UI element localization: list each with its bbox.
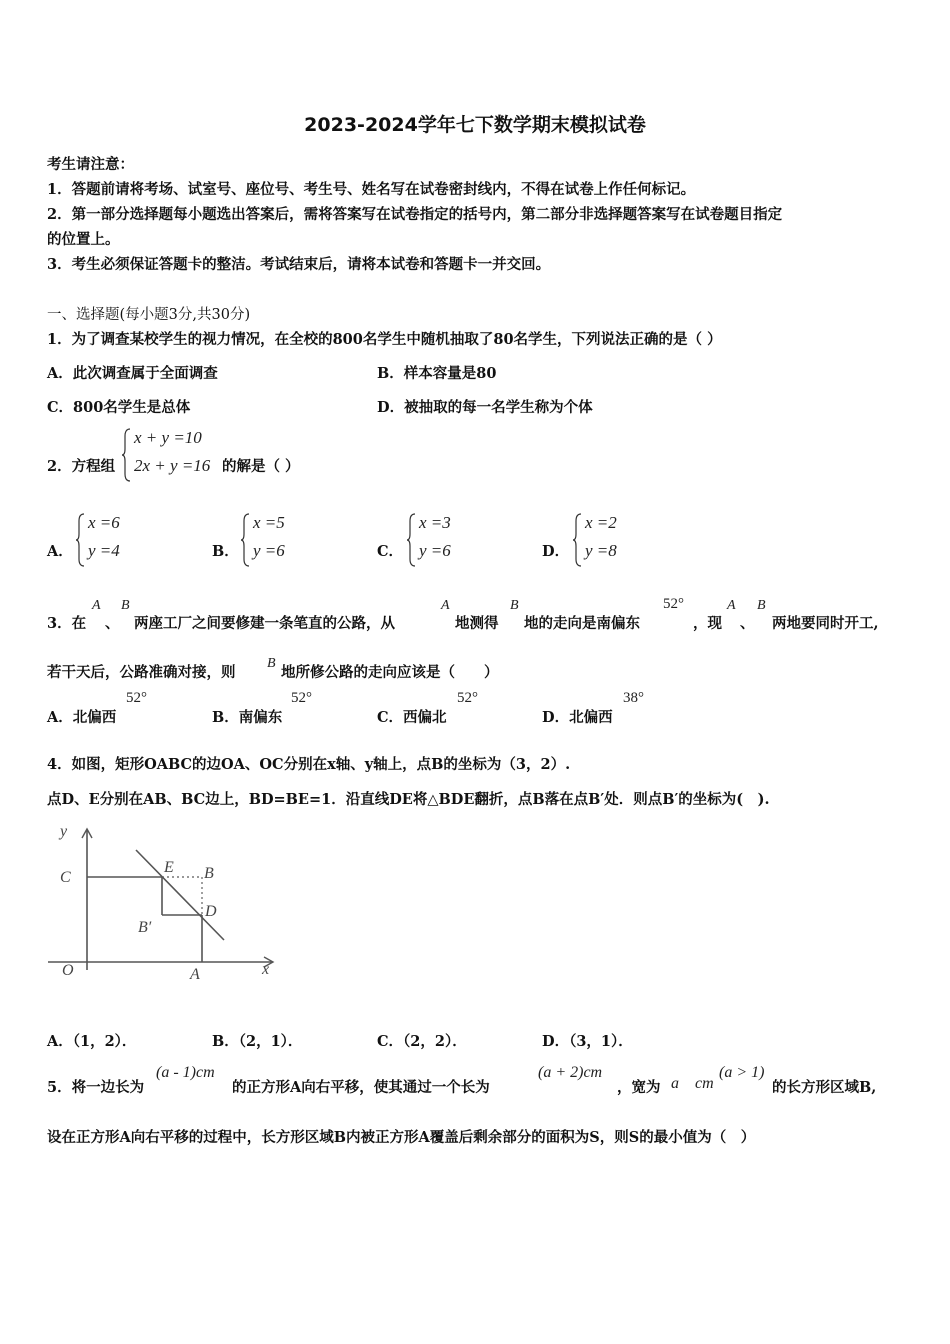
q1-option-a: A．此次调查属于全面调查 bbox=[47, 365, 218, 382]
q3-var-a2: A bbox=[441, 598, 450, 613]
q5-line-2: 设在正方形A向右平移的过程中，长方形区域B内被正方形A覆盖后剩余部分的面积为S，则S的最小值为（ ） bbox=[47, 1129, 756, 1146]
notice-item-2: 2．第一部分选择题每小题选出答案后，需将答案写在试卷指定的括号内，第二部分非选择题答案写在试卷题目指定 bbox=[47, 206, 783, 223]
q2-option-a-x: x =6 bbox=[88, 513, 120, 532]
notice-heading: 考生请注意： bbox=[47, 156, 134, 173]
q2-option-b-y: y =6 bbox=[253, 541, 285, 560]
brace-icon bbox=[122, 428, 132, 482]
q3-part-2: 两座工厂之间要修建一条笔直的公路，从 bbox=[134, 615, 395, 632]
q3-var-a: A bbox=[92, 598, 101, 613]
q3-option-a: A．北偏西 bbox=[47, 709, 117, 726]
q5-expr-1: (a - 1)cm bbox=[156, 1064, 215, 1081]
q1-option-c: C．800名学生是总体 bbox=[47, 399, 191, 416]
q3-part-5: ，现 bbox=[693, 615, 722, 632]
q2-option-c-label: C． bbox=[377, 543, 404, 560]
q3-option-d-degree: 38° bbox=[623, 690, 644, 706]
q2-option-a-y: y =4 bbox=[88, 541, 120, 560]
q4-option-a: A．（1，2）． bbox=[47, 1033, 137, 1050]
notice-item-1: 1．答题前请将考场、试室号、座位号、考生号、姓名写在试卷密封线内，不得在试卷上作任何标记。 bbox=[47, 181, 696, 198]
q3-option-c-degree: 52° bbox=[457, 690, 478, 706]
label-x: x bbox=[262, 961, 270, 978]
q3-var-b2: B bbox=[510, 598, 519, 613]
q2-option-c-y: y =6 bbox=[419, 541, 451, 560]
q2-eq1: x + y =10 bbox=[134, 428, 202, 447]
q2-option-c-x: x =3 bbox=[419, 513, 451, 532]
q3-var-a3: A bbox=[727, 598, 736, 613]
q3-option-d: D．北偏西 bbox=[542, 709, 613, 726]
brace-icon bbox=[407, 513, 417, 567]
brace-icon bbox=[241, 513, 251, 567]
label-d: D bbox=[205, 903, 217, 920]
q4-figure bbox=[40, 820, 290, 990]
q1-option-d: D．被抽取的每一名学生称为个体 bbox=[377, 399, 593, 416]
page-title: 2023-2024学年七下数学期末模拟试卷 bbox=[304, 114, 646, 136]
label-y: y bbox=[60, 823, 68, 840]
q3-option-c: C．西偏北 bbox=[377, 709, 447, 726]
label-c: C bbox=[60, 869, 71, 886]
q3-part-3: 地测得 bbox=[455, 615, 499, 632]
q2-eq2: 2x + y =16 bbox=[134, 456, 211, 475]
q3-var-b: B bbox=[121, 598, 130, 613]
label-b: B bbox=[204, 865, 214, 882]
q3-option-a-degree: 52° bbox=[126, 690, 147, 706]
q3-sep-2: 、 bbox=[740, 615, 755, 632]
q3-degree: 52° bbox=[663, 596, 684, 612]
q5-part-2: 的正方形A向右平移，使其通过一个长为 bbox=[232, 1079, 490, 1096]
q2-option-d-label: D． bbox=[542, 543, 570, 560]
q5-expr-4: (a > 1) bbox=[719, 1064, 765, 1081]
label-e: E bbox=[164, 859, 174, 876]
q3-part-4: 地的走向是南偏东 bbox=[524, 615, 640, 632]
q2-option-d-y: y =8 bbox=[585, 541, 617, 560]
q3-option-b: B．南偏东 bbox=[212, 709, 283, 726]
q2-suffix: 的解是（ ） bbox=[222, 458, 300, 475]
q3-part-1: 3．在 bbox=[47, 615, 87, 632]
q2-option-d-x: x =2 bbox=[585, 513, 617, 532]
q2-option-b-label: B． bbox=[212, 543, 239, 560]
brace-icon bbox=[573, 513, 583, 567]
q3-part-6: 两地要同时开工, bbox=[772, 615, 879, 632]
q3-line2-b: 地所修公路的走向应该是（ ） bbox=[281, 664, 499, 681]
notice-item-3: 3．考生必须保证答题卡的整洁。考试结束后，请将本试卷和答题卡一并交回。 bbox=[47, 256, 551, 273]
q1-stem: 1．为了调查某校学生的视力情况，在全校的800名学生中随机抽取了80名学生，下列说法正确的是（ ） bbox=[47, 331, 722, 348]
label-b-prime: B′ bbox=[138, 919, 152, 936]
q2-option-b-x: x =5 bbox=[253, 513, 285, 532]
q5-part-4: 的长方形区域B, bbox=[772, 1079, 877, 1096]
q3-option-b-degree: 52° bbox=[291, 690, 312, 706]
q4-option-d: D．（3，1）． bbox=[542, 1033, 633, 1050]
section-heading: 一、选择题(每小题3分,共30分) bbox=[47, 307, 251, 323]
q5-part-3: ，宽为 bbox=[617, 1079, 661, 1096]
q4-option-b: B．（2，1）． bbox=[212, 1033, 303, 1050]
q3-sep-1: 、 bbox=[105, 615, 120, 632]
notice-item-2-cont: 的位置上。 bbox=[47, 231, 120, 248]
q5-expr-3: a cm bbox=[671, 1075, 714, 1092]
q4-line-2: 点D、E分别在AB、BC边上，BD=BE=1．沿直线DE将△BDE翻折，点B落在点B′处．则点B′的坐标为( ). bbox=[47, 791, 770, 808]
label-o: O bbox=[62, 962, 74, 979]
q5-part-1: 5．将一边长为 bbox=[47, 1079, 145, 1096]
q2-prefix: 2．方程组 bbox=[47, 458, 116, 475]
q3-var-b4: B bbox=[267, 656, 276, 671]
q3-var-b3: B bbox=[757, 598, 766, 613]
q2-option-a-label: A． bbox=[47, 543, 73, 560]
q1-option-b: B．样本容量是80 bbox=[377, 365, 497, 382]
q4-option-c: C．（2，2）． bbox=[377, 1033, 467, 1050]
label-a: A bbox=[190, 966, 200, 983]
brace-icon bbox=[76, 513, 86, 567]
q5-expr-2: (a + 2)cm bbox=[538, 1064, 603, 1081]
q4-line-1: 4．如图，矩形OABC的边OA、OC分别在x轴、y轴上，点B的坐标为（3，2）. bbox=[47, 756, 571, 773]
q3-line2-a: 若干天后，公路准确对接，则 bbox=[47, 664, 236, 681]
